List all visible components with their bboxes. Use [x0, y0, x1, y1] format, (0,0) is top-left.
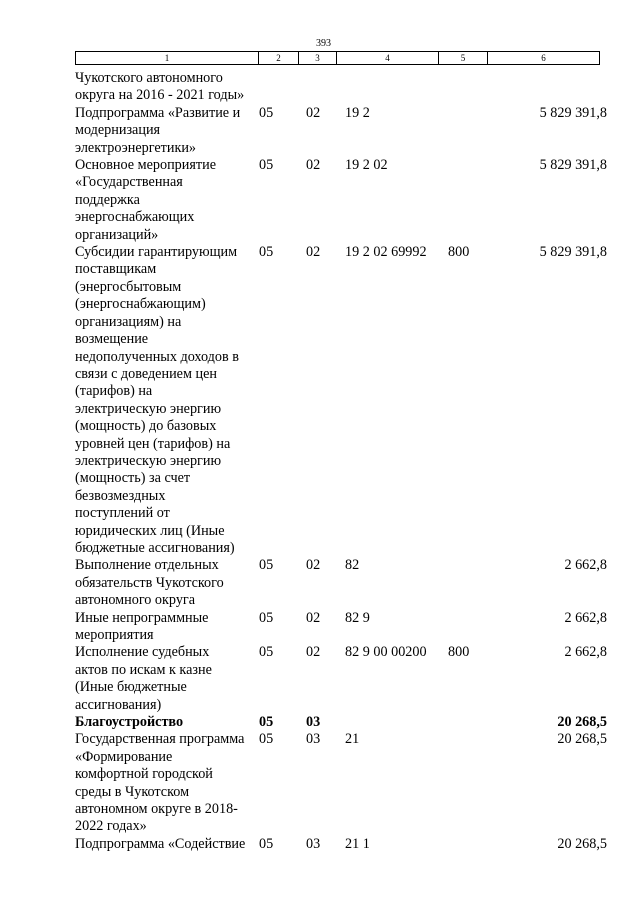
- table-row: [75, 557, 607, 609]
- row-subsection: 02: [306, 157, 321, 174]
- row-expense-type: [446, 70, 496, 105]
- row-expense-type: [446, 610, 496, 645]
- row-name: Подпрограмма «Развитие и модернизация электроэнергетики»: [75, 104, 241, 156]
- row-amount: 20 268,5: [557, 731, 607, 748]
- row-section: 05: [259, 104, 274, 121]
- row-subsection: 02: [306, 609, 321, 626]
- budget-table: [75, 70, 607, 853]
- row-amount: 5 829 391,8: [539, 157, 607, 174]
- row-target-article: [343, 714, 446, 731]
- header-col-5: 5: [439, 52, 488, 65]
- table-row: [75, 70, 607, 105]
- row-subsection: 03: [306, 835, 321, 852]
- row-target-article: 19 2 02 69992: [345, 244, 427, 261]
- row-name: Иные непрограммные мероприятия: [75, 609, 209, 643]
- row-target-article: [343, 70, 446, 105]
- row-expense-type: [446, 557, 496, 609]
- row-name: Субсидии гарантирующим поставщикам (энергосбытовым (энергоснабжающим) организациям) на возмещение недополученных доходов в связи с доведением цен (тарифов) на электрическую энергию (мощность) до базовых уровней цен (тарифов) на электрическую энергию (мощность) за счет безвозмездных поступлений от юридических лиц (Иные бюджетные ассигнования): [75, 244, 239, 556]
- row-expense-type: [446, 714, 496, 731]
- row-subsection: 02: [306, 644, 321, 661]
- header-col-1: 1: [76, 52, 259, 65]
- table-row: [75, 244, 607, 557]
- table-row: [75, 731, 607, 835]
- row-amount: 20 268,5: [557, 714, 607, 731]
- row-section: 05: [259, 557, 274, 574]
- row-amount: 20 268,5: [557, 835, 607, 852]
- table-row: [75, 644, 607, 714]
- row-subsection: 02: [306, 557, 321, 574]
- row-expense-type: [446, 157, 496, 244]
- row-target-article: 82 9 00 00200: [345, 644, 427, 661]
- row-section: [257, 70, 298, 105]
- page-number: 393: [316, 38, 331, 49]
- row-subsection: 02: [306, 104, 321, 121]
- row-name: Основное мероприятие «Государственная поддержка энергоснабжающих организаций»: [75, 157, 216, 243]
- table-row: [75, 610, 607, 645]
- row-target-article: 21 1: [345, 835, 370, 852]
- table-row: [75, 714, 607, 731]
- row-name: Государственная программа «Формирование комфортной городской среды в Чукотском автономном округе в 2018- 2022 годах»: [75, 731, 245, 835]
- row-name: Чукотского автономного округа на 2016 - 2021 годы»: [75, 70, 245, 104]
- row-section: 05: [259, 157, 274, 174]
- row-target-article: 19 2: [345, 104, 370, 121]
- row-name: Подпрограмма «Содействие: [75, 835, 246, 852]
- row-name: Благоустройство: [75, 714, 184, 731]
- row-section: 05: [259, 644, 274, 661]
- header-col-3: 3: [299, 52, 337, 65]
- table-row: [75, 836, 607, 853]
- row-section: 05: [259, 835, 274, 852]
- row-subsection: 02: [306, 244, 321, 261]
- row-target-article: 19 2 02: [345, 157, 388, 174]
- row-amount: 2 662,8: [564, 609, 607, 626]
- row-section: 05: [259, 714, 274, 731]
- row-section: 05: [259, 731, 274, 748]
- row-name: Исполнение судебных актов по искам к казне (Иные бюджетные ассигнования): [75, 644, 212, 713]
- header-col-2: 2: [259, 52, 299, 65]
- row-section: 05: [259, 609, 274, 626]
- row-amount: [496, 70, 607, 105]
- row-subsection: 03: [306, 714, 321, 731]
- row-target-article: 82 9: [345, 609, 370, 626]
- header-col-6: 6: [488, 52, 600, 65]
- row-amount: 5 829 391,8: [539, 104, 607, 121]
- row-amount: 2 662,8: [564, 644, 607, 661]
- row-subsection: [298, 70, 343, 105]
- row-expense-type: 800: [448, 644, 470, 661]
- row-section: 05: [259, 244, 274, 261]
- row-subsection: 03: [306, 731, 321, 748]
- row-expense-type: [446, 731, 496, 835]
- row-amount: 5 829 391,8: [539, 244, 607, 261]
- row-expense-type: [446, 105, 496, 157]
- row-expense-type: [446, 836, 496, 853]
- row-amount: 2 662,8: [564, 557, 607, 574]
- row-expense-type: 800: [448, 244, 470, 261]
- row-name: Выполнение отдельных обязательств Чукотского автономного округа: [75, 557, 224, 609]
- table-row: [75, 157, 607, 244]
- table-header: [75, 51, 600, 65]
- row-target-article: 82: [345, 557, 360, 574]
- table-row: [75, 105, 607, 157]
- header-col-4: 4: [337, 52, 439, 65]
- row-target-article: 21: [345, 731, 360, 748]
